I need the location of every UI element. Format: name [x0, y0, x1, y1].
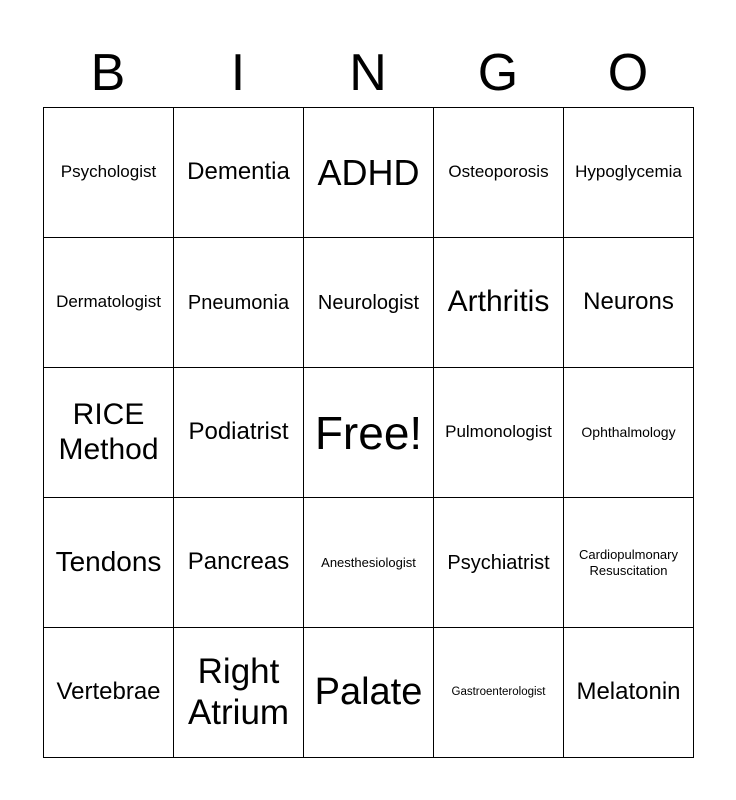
free-space-text: Free!: [314, 406, 423, 459]
bingo-header: [43, 40, 693, 106]
cell-text: Cardiopulmonary Resuscitation: [579, 546, 678, 578]
cell-text: Vertebrae: [56, 678, 161, 706]
bingo-cell[interactable]: [43, 237, 174, 368]
bingo-cell[interactable]: [303, 107, 434, 238]
header-letter-n: N: [349, 44, 387, 102]
cell-text: Anesthesiologist: [321, 554, 416, 570]
bingo-cell[interactable]: [43, 497, 174, 628]
bingo-cell[interactable]: [303, 497, 434, 628]
bingo-board: [43, 107, 693, 757]
cell-text: Dermatologist: [56, 292, 161, 312]
bingo-cell[interactable]: [303, 627, 434, 758]
cell-text: Pulmonologist: [445, 422, 552, 442]
cell-text: ADHD: [317, 151, 420, 193]
bingo-cell[interactable]: [563, 237, 694, 368]
cell-text: Pancreas: [187, 548, 290, 576]
bingo-cell[interactable]: [433, 237, 564, 368]
bingo-cell[interactable]: [433, 497, 564, 628]
header-letter-g: G: [477, 44, 519, 102]
cell-text: Podiatrist: [188, 418, 289, 446]
cell-text: Hypoglycemia: [575, 162, 682, 182]
cell-text: Ophthalmology: [581, 424, 676, 441]
cell-text: Pneumonia: [187, 291, 290, 314]
cell-text: Dementia: [187, 158, 290, 186]
cell-text: Psychiatrist: [447, 551, 550, 574]
cell-text: Arthritis: [447, 285, 550, 319]
cell-text: Gastroenterologist: [451, 685, 546, 698]
bingo-cell[interactable]: [43, 107, 174, 238]
bingo-cell[interactable]: [433, 627, 564, 758]
bingo-cell[interactable]: [173, 627, 304, 758]
cell-text: Palate: [314, 670, 423, 713]
header-letter-i: I: [230, 44, 246, 102]
cell-text: Psychologist: [60, 162, 157, 182]
bingo-cell[interactable]: [433, 367, 564, 498]
bingo-cell[interactable]: [173, 237, 304, 368]
cell-text: Osteoporosis: [448, 162, 549, 182]
header-letter-b: B: [90, 44, 126, 102]
bingo-cell[interactable]: [173, 107, 304, 238]
cell-text: Right Atrium: [187, 652, 290, 732]
bingo-cell[interactable]: [173, 367, 304, 498]
bingo-cell[interactable]: [563, 107, 694, 238]
bingo-cell[interactable]: [433, 107, 564, 238]
cell-text: Neurologist: [317, 291, 420, 314]
cell-text: RICE Method: [58, 398, 159, 466]
bingo-cell[interactable]: [563, 497, 694, 628]
free-space-cell[interactable]: [303, 367, 434, 498]
bingo-cell[interactable]: [173, 497, 304, 628]
cell-text: Neurons: [583, 288, 674, 316]
cell-text: Melatonin: [576, 678, 681, 706]
bingo-cell[interactable]: [43, 627, 174, 758]
bingo-cell[interactable]: [43, 367, 174, 498]
cell-text: Tendons: [55, 546, 162, 578]
header-letter-o: O: [607, 44, 649, 102]
bingo-cell[interactable]: [303, 237, 434, 368]
bingo-cell[interactable]: [563, 367, 694, 498]
bingo-cell[interactable]: [563, 627, 694, 758]
